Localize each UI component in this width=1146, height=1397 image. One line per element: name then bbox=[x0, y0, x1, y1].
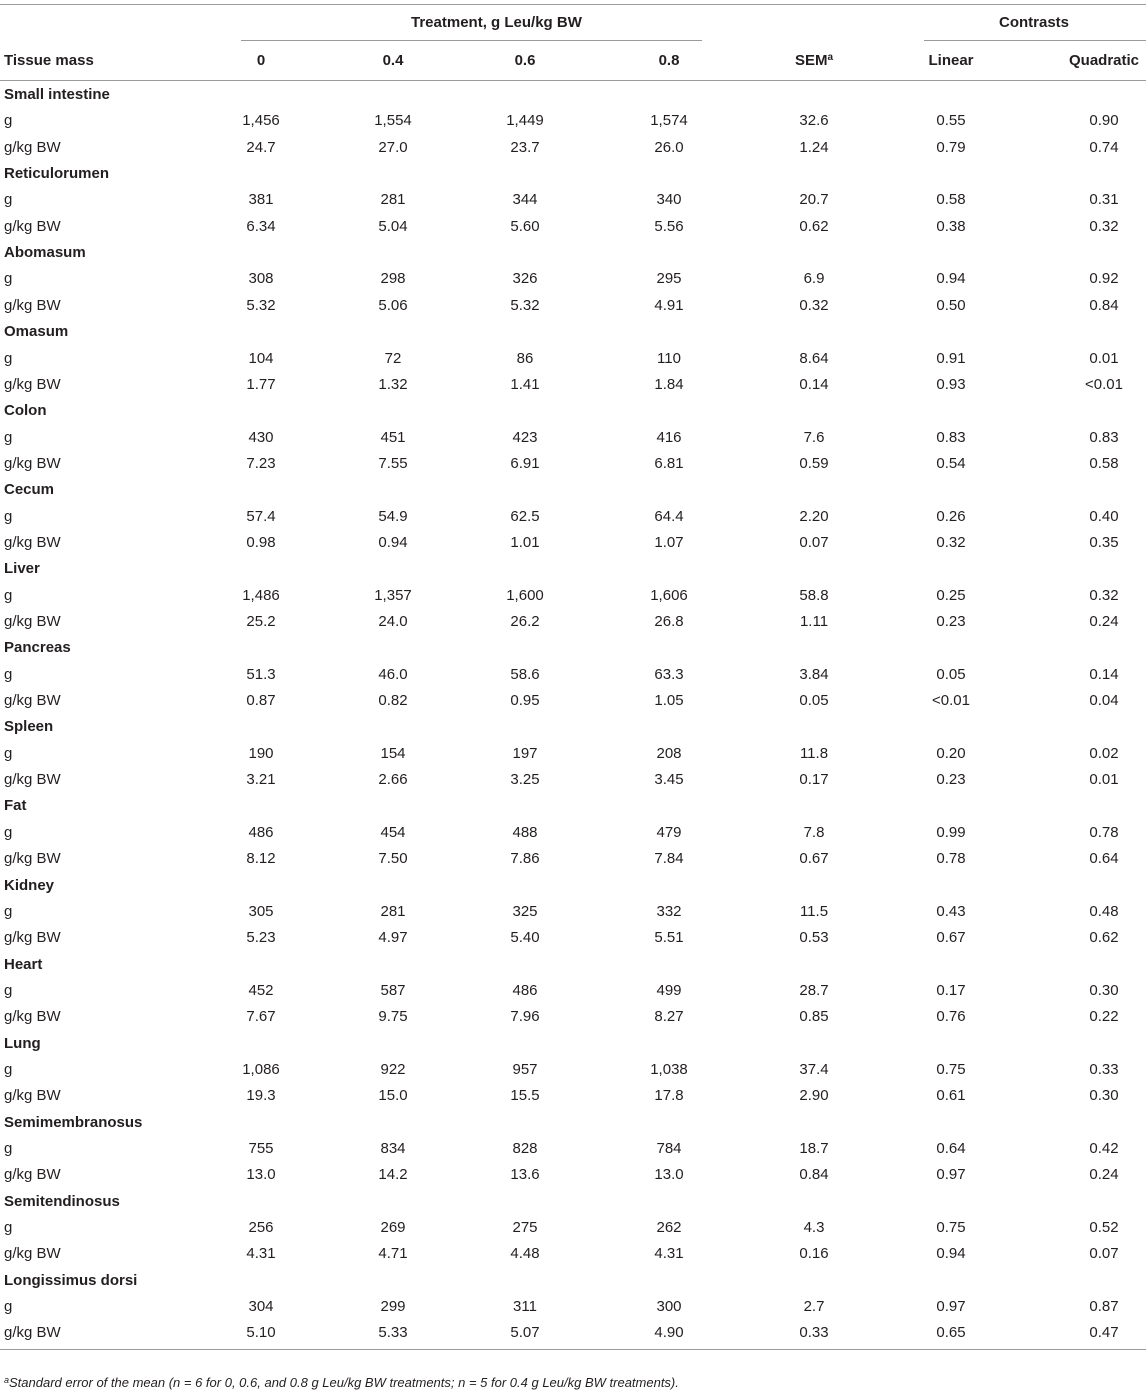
treatment-value: 1,449 bbox=[506, 112, 544, 130]
treatment-value: 24.0 bbox=[378, 613, 408, 630]
treatment-value: 755 bbox=[248, 1140, 274, 1157]
treatment-value: 3.45 bbox=[654, 771, 684, 789]
row-label: g bbox=[4, 823, 13, 841]
linear-p-value: 0.97 bbox=[936, 1298, 966, 1316]
treatment-value: 340 bbox=[656, 191, 682, 209]
linear-p-value: 0.20 bbox=[936, 744, 966, 762]
linear-p-value: 0.67 bbox=[936, 929, 966, 947]
linear-p-value: 0.54 bbox=[936, 454, 966, 472]
treatment-value: 479 bbox=[656, 823, 682, 841]
quadratic-p-value: 0.42 bbox=[1089, 1140, 1119, 1157]
section-label: Pancreas bbox=[4, 639, 71, 657]
treatment-value: 13.0 bbox=[246, 1166, 276, 1184]
treatment-header-2: 0.6 bbox=[514, 52, 536, 69]
sem-value: 2.90 bbox=[799, 1087, 829, 1105]
sem-value: 0.16 bbox=[799, 1245, 829, 1263]
treatment-value: 4.31 bbox=[246, 1245, 276, 1263]
treatment-value: 5.04 bbox=[378, 217, 408, 235]
treatment-value: 110 bbox=[657, 349, 681, 367]
section-label: Reticulorumen bbox=[4, 165, 110, 183]
sem-value: 0.62 bbox=[799, 217, 829, 235]
treatment-value: 1.77 bbox=[246, 375, 276, 393]
treatment-value: 452 bbox=[248, 981, 274, 999]
row-label: g/kg BW bbox=[4, 692, 61, 710]
quadratic-p-value: 0.84 bbox=[1089, 296, 1119, 314]
sem-value: 11.8 bbox=[799, 744, 829, 762]
treatment-value: 7.84 bbox=[654, 850, 684, 868]
linear-p-value: 0.64 bbox=[936, 1140, 966, 1157]
linear-p-value: 0.99 bbox=[936, 823, 966, 841]
linear-p-value: 0.94 bbox=[936, 1245, 966, 1263]
row-label: g/kg BW bbox=[4, 850, 61, 868]
linear-p-value: 0.26 bbox=[936, 507, 966, 525]
sem-value: 37.4 bbox=[799, 1060, 829, 1078]
sem-value: 0.14 bbox=[799, 375, 829, 393]
treatment-header-3: 0.8 bbox=[658, 52, 680, 69]
quadratic-p-value: 0.07 bbox=[1089, 1245, 1119, 1263]
row-label: g/kg BW bbox=[4, 296, 61, 314]
linear-p-value: 0.05 bbox=[936, 665, 966, 683]
row-label: g/kg BW bbox=[4, 929, 61, 947]
section-label: Omasum bbox=[4, 323, 69, 341]
quadratic-header: Quadratic bbox=[1068, 52, 1140, 69]
quadratic-p-value: 0.92 bbox=[1089, 270, 1119, 288]
treatment-value: 4.48 bbox=[510, 1245, 540, 1263]
footnote-text: Standard error of the mean (n = 6 for 0, 0.6, and 0.8 g Leu/kg BW treatments; n = 5 for 0.4 g Leu/kg BW treatments). bbox=[9, 1375, 679, 1390]
treatment-value: 14.2 bbox=[378, 1166, 408, 1184]
row-label: g bbox=[4, 1219, 13, 1237]
sem-superscript: a bbox=[827, 52, 834, 63]
treatment-value: 486 bbox=[512, 981, 538, 999]
treatment-value: 295 bbox=[656, 270, 682, 288]
treatment-value: 197 bbox=[512, 744, 538, 762]
quadratic-p-value: 0.48 bbox=[1089, 902, 1119, 920]
treatment-value: 190 bbox=[248, 744, 274, 762]
linear-p-value: 0.93 bbox=[936, 375, 966, 393]
section-label: Small intestine bbox=[4, 86, 110, 103]
quadratic-p-value: 0.33 bbox=[1089, 1060, 1119, 1078]
row-label: g/kg BW bbox=[4, 138, 61, 156]
sem-value: 58.8 bbox=[799, 586, 829, 604]
treatment-value: 1,486 bbox=[242, 586, 280, 604]
treatment-value: 1.84 bbox=[654, 375, 684, 393]
quadratic-p-value: 0.62 bbox=[1089, 929, 1119, 947]
treatment-value: 46.0 bbox=[378, 665, 408, 683]
treatment-value: 262 bbox=[656, 1219, 682, 1237]
linear-p-value: 0.79 bbox=[936, 138, 966, 156]
row-label: g/kg BW bbox=[4, 533, 61, 551]
row-label: g/kg BW bbox=[4, 1008, 61, 1026]
treatment-value: 54.9 bbox=[378, 507, 408, 525]
treatment-value: 25.2 bbox=[246, 613, 276, 630]
sem-value: 0.53 bbox=[799, 929, 829, 947]
treatment-value: 332 bbox=[656, 902, 682, 920]
treatment-value: 1.01 bbox=[510, 533, 540, 551]
treatment-value: 300 bbox=[656, 1298, 682, 1316]
treatment-value: 15.5 bbox=[510, 1087, 540, 1105]
section-label: Longissimus dorsi bbox=[4, 1271, 138, 1289]
treatment-value: 104 bbox=[248, 349, 274, 367]
linear-p-value: 0.78 bbox=[936, 850, 966, 868]
treatment-value: 7.55 bbox=[378, 454, 408, 472]
sem-value: 20.7 bbox=[799, 191, 829, 209]
treatment-value: 454 bbox=[380, 823, 406, 841]
row-label: g/kg BW bbox=[4, 217, 61, 235]
quadratic-p-value: 0.04 bbox=[1089, 692, 1119, 710]
quadratic-p-value: 0.31 bbox=[1089, 191, 1119, 209]
table-bottom-rule bbox=[0, 1349, 1146, 1350]
treatment-value: 0.98 bbox=[246, 533, 276, 551]
linear-p-value: 0.32 bbox=[936, 533, 966, 551]
treatment-value: 1,086 bbox=[242, 1060, 280, 1078]
row-label: g bbox=[4, 270, 13, 288]
linear-p-value: 0.25 bbox=[936, 586, 966, 604]
treatment-value: 5.51 bbox=[654, 929, 684, 947]
treatment-value: 325 bbox=[512, 902, 538, 920]
linear-p-value: 0.75 bbox=[936, 1060, 966, 1078]
treatment-value: 5.60 bbox=[510, 217, 540, 235]
section-label: Abomasum bbox=[4, 244, 86, 262]
treatment-value: 24.7 bbox=[246, 138, 276, 156]
treatment-value: 5.10 bbox=[246, 1324, 276, 1342]
treatment-value: 5.56 bbox=[654, 217, 684, 235]
treatment-value: 7.67 bbox=[246, 1008, 276, 1026]
row-label: g bbox=[4, 1140, 13, 1157]
contrasts-group-header: Contrasts bbox=[998, 14, 1069, 31]
quadratic-p-value: 0.78 bbox=[1089, 823, 1119, 841]
sem-value: 0.67 bbox=[799, 850, 829, 868]
linear-p-value: 0.58 bbox=[936, 191, 966, 209]
treatment-value: 26.8 bbox=[654, 613, 684, 630]
sem-value: 7.6 bbox=[803, 428, 825, 446]
sem-value: 8.64 bbox=[799, 349, 829, 367]
sem-value: 0.59 bbox=[799, 454, 829, 472]
treatment-value: 9.75 bbox=[378, 1008, 408, 1026]
quadratic-p-value: 0.35 bbox=[1089, 533, 1119, 551]
tissue-mass-table bbox=[0, 4, 1146, 1369]
sem-value: 18.7 bbox=[799, 1140, 829, 1157]
row-label: g bbox=[4, 981, 13, 999]
quadratic-p-value: 0.32 bbox=[1089, 586, 1119, 604]
treatment-value: 0.95 bbox=[510, 692, 540, 710]
treatment-value: 269 bbox=[380, 1219, 406, 1237]
treatment-value: 305 bbox=[248, 902, 274, 920]
treatment-value: 4.31 bbox=[654, 1245, 684, 1263]
treatment-value: 834 bbox=[380, 1140, 406, 1157]
row-label: g/kg BW bbox=[4, 1324, 61, 1342]
linear-p-value: 0.23 bbox=[936, 613, 966, 630]
quadratic-p-value: 0.40 bbox=[1089, 507, 1119, 525]
treatment-value: 1.07 bbox=[654, 533, 684, 551]
sem-value: 0.84 bbox=[799, 1166, 829, 1184]
sem-value: 1.11 bbox=[799, 613, 829, 630]
sem-value: 0.33 bbox=[799, 1324, 829, 1342]
treatment-value: 13.6 bbox=[510, 1166, 540, 1184]
linear-p-value: 0.83 bbox=[936, 428, 966, 446]
linear-p-value: <0.01 bbox=[932, 692, 970, 710]
treatment-value: 5.33 bbox=[378, 1324, 408, 1342]
treatment-value: 0.87 bbox=[246, 692, 276, 710]
treatment-value: 1,038 bbox=[650, 1060, 688, 1078]
footnote-marker: a bbox=[4, 1375, 10, 1385]
sem-value: 0.32 bbox=[799, 296, 829, 314]
section-label: Liver bbox=[4, 560, 40, 578]
linear-p-value: 0.97 bbox=[936, 1166, 966, 1184]
row-label: g bbox=[4, 112, 13, 130]
linear-p-value: 0.23 bbox=[936, 771, 966, 789]
treatment-value: 957 bbox=[512, 1060, 538, 1078]
treatment-value: 58.6 bbox=[510, 665, 540, 683]
treatment-value: 1,357 bbox=[374, 586, 412, 604]
treatment-value: 5.32 bbox=[510, 296, 540, 314]
linear-p-value: 0.38 bbox=[936, 217, 966, 235]
linear-p-value: 0.17 bbox=[936, 981, 966, 999]
treatment-value: 4.97 bbox=[378, 929, 408, 947]
treatment-value: 256 bbox=[248, 1219, 274, 1237]
row-label: g bbox=[4, 1298, 13, 1316]
section-label: Semitendinosus bbox=[4, 1192, 120, 1210]
section-label: Spleen bbox=[4, 718, 54, 736]
quadratic-p-value: 0.01 bbox=[1089, 771, 1119, 789]
treatment-value: 7.50 bbox=[378, 850, 408, 868]
treatment-value: 4.90 bbox=[654, 1324, 684, 1342]
linear-p-value: 0.76 bbox=[936, 1008, 966, 1026]
quadratic-p-value: 0.24 bbox=[1089, 613, 1119, 630]
contrasts-group-rule bbox=[924, 40, 1146, 41]
treatment-value: 344 bbox=[512, 191, 538, 209]
sem-header: SEM$^a$ bbox=[794, 52, 834, 69]
treatment-value: 281 bbox=[380, 191, 406, 209]
treatment-value: 1,606 bbox=[650, 586, 688, 604]
linear-p-value: 0.75 bbox=[936, 1219, 966, 1237]
treatment-value: 1.32 bbox=[378, 375, 408, 393]
quadratic-p-value: 0.47 bbox=[1089, 1324, 1119, 1342]
row-label: g bbox=[4, 744, 13, 762]
row-label: g bbox=[4, 1060, 13, 1078]
quadratic-p-value: 0.90 bbox=[1089, 112, 1119, 130]
treatment-value: 5.40 bbox=[510, 929, 540, 947]
sem-value: 7.8 bbox=[803, 823, 825, 841]
treatment-value: 381 bbox=[248, 191, 274, 209]
treatment-value: 308 bbox=[248, 270, 274, 288]
table-footnote bbox=[4, 1375, 679, 1390]
quadratic-p-value: 0.01 bbox=[1089, 349, 1119, 367]
treatment-value: 8.12 bbox=[246, 850, 276, 868]
treatment-group-header: Treatment, g Leu/kg BW bbox=[411, 14, 582, 31]
quadratic-p-value: 0.30 bbox=[1089, 981, 1119, 999]
sem-value: 2.7 bbox=[803, 1298, 825, 1316]
section-label: Lung bbox=[4, 1034, 41, 1052]
treatment-value: 4.91 bbox=[654, 296, 684, 314]
quadratic-p-value: 0.83 bbox=[1089, 428, 1119, 446]
treatment-value: 64.4 bbox=[654, 507, 684, 525]
treatment-value: 19.3 bbox=[246, 1087, 276, 1105]
linear-header: Linear bbox=[928, 52, 974, 69]
linear-p-value: 0.94 bbox=[936, 270, 966, 288]
sem-value: 28.7 bbox=[799, 981, 829, 999]
treatment-value: 26.2 bbox=[510, 613, 540, 630]
sem-value: 0.07 bbox=[799, 533, 829, 551]
quadratic-p-value: 0.14 bbox=[1089, 665, 1119, 683]
sem-value: 0.17 bbox=[799, 771, 829, 789]
treatment-value: 488 bbox=[512, 823, 538, 841]
sem-value: 1.24 bbox=[799, 138, 829, 156]
treatment-value: 7.96 bbox=[510, 1008, 540, 1026]
quadratic-p-value: 0.52 bbox=[1089, 1219, 1119, 1237]
treatment-value: 5.23 bbox=[246, 929, 276, 947]
quadratic-p-value: 0.02 bbox=[1089, 744, 1119, 762]
row-label: g bbox=[4, 428, 13, 446]
treatment-value: 281 bbox=[380, 902, 406, 920]
treatment-group-rule bbox=[241, 40, 702, 41]
treatment-header-0: 0 bbox=[256, 52, 266, 69]
treatment-value: 154 bbox=[380, 744, 406, 762]
treatment-value: 208 bbox=[656, 744, 682, 762]
quadratic-p-value: 0.32 bbox=[1089, 217, 1119, 235]
section-label: Semimembranosus bbox=[4, 1113, 143, 1131]
sem-value: 3.84 bbox=[799, 665, 829, 683]
treatment-value: 0.82 bbox=[378, 692, 408, 710]
row-label: g bbox=[4, 902, 13, 920]
treatment-value: 3.25 bbox=[510, 771, 540, 789]
treatment-value: 784 bbox=[656, 1140, 682, 1157]
quadratic-p-value: 0.30 bbox=[1089, 1087, 1119, 1105]
linear-p-value: 0.43 bbox=[936, 902, 966, 920]
sem-value: 0.85 bbox=[799, 1008, 829, 1026]
treatment-value: 5.06 bbox=[378, 296, 408, 314]
treatment-value: 23.7 bbox=[510, 138, 540, 156]
treatment-value: 17.8 bbox=[654, 1087, 684, 1105]
header-bottom-rule bbox=[0, 80, 1146, 81]
treatment-value: 1.41 bbox=[510, 375, 540, 393]
treatment-value: 3.21 bbox=[246, 771, 276, 789]
treatment-value: 15.0 bbox=[378, 1087, 408, 1105]
linear-p-value: 0.65 bbox=[936, 1324, 966, 1342]
treatment-value: 275 bbox=[512, 1219, 538, 1237]
treatment-value: 1,554 bbox=[374, 112, 412, 130]
treatment-value: 304 bbox=[248, 1298, 274, 1316]
sem-value: 32.6 bbox=[799, 112, 829, 130]
row-label: g/kg BW bbox=[4, 375, 61, 393]
quadratic-p-value: 0.24 bbox=[1089, 1166, 1119, 1184]
treatment-value: 4.71 bbox=[378, 1245, 408, 1263]
section-label: Fat bbox=[4, 797, 27, 815]
section-label: Kidney bbox=[4, 876, 55, 894]
sem-value: 0.05 bbox=[799, 692, 829, 710]
linear-p-value: 0.61 bbox=[936, 1087, 966, 1105]
row-label: g bbox=[4, 586, 13, 604]
row-label: g bbox=[4, 507, 13, 525]
treatment-value: 7.86 bbox=[510, 850, 540, 868]
row-label: g/kg BW bbox=[4, 1245, 61, 1263]
section-label: Cecum bbox=[4, 481, 55, 499]
sem-value: 6.9 bbox=[803, 270, 825, 288]
treatment-value: 1,600 bbox=[506, 586, 544, 604]
treatment-value: 423 bbox=[512, 428, 538, 446]
row-label: g/kg BW bbox=[4, 454, 61, 472]
treatment-value: 311 bbox=[513, 1298, 537, 1316]
treatment-value: 26.0 bbox=[654, 138, 684, 156]
treatment-value: 6.91 bbox=[510, 454, 540, 472]
treatment-value: 72 bbox=[384, 349, 402, 367]
quadratic-p-value: 0.58 bbox=[1089, 454, 1119, 472]
quadratic-p-value: 0.74 bbox=[1089, 138, 1119, 156]
treatment-value: 499 bbox=[656, 981, 682, 999]
row-label: g/kg BW bbox=[4, 613, 61, 630]
treatment-value: 299 bbox=[380, 1298, 406, 1316]
treatment-value: 8.27 bbox=[654, 1008, 684, 1026]
section-label: Heart bbox=[4, 955, 43, 973]
row-label: g/kg BW bbox=[4, 1087, 61, 1105]
treatment-value: 1,456 bbox=[242, 112, 280, 130]
treatment-value: 430 bbox=[248, 428, 274, 446]
treatment-value: 57.4 bbox=[246, 507, 276, 525]
treatment-value: 486 bbox=[248, 823, 274, 841]
treatment-value: 6.34 bbox=[246, 217, 276, 235]
treatment-value: 51.3 bbox=[246, 665, 276, 683]
linear-p-value: 0.50 bbox=[936, 296, 966, 314]
treatment-value: 326 bbox=[512, 270, 538, 288]
treatment-value: 587 bbox=[380, 981, 406, 999]
treatment-value: 27.0 bbox=[378, 138, 408, 156]
treatment-value: 416 bbox=[656, 428, 682, 446]
treatment-value: 2.66 bbox=[378, 771, 408, 789]
sem-value: 11.5 bbox=[799, 902, 829, 920]
row-label: g/kg BW bbox=[4, 1166, 61, 1184]
section-label: Colon bbox=[4, 402, 47, 420]
treatment-value: 0.94 bbox=[378, 533, 408, 551]
treatment-value: 1.05 bbox=[654, 692, 684, 710]
sem-value: 4.3 bbox=[803, 1219, 825, 1237]
row-label: g bbox=[4, 191, 13, 209]
linear-p-value: 0.55 bbox=[936, 112, 966, 130]
treatment-value: 6.81 bbox=[654, 454, 684, 472]
stub-header: Tissue mass bbox=[4, 52, 94, 69]
linear-p-value: 0.91 bbox=[936, 349, 966, 367]
treatment-value: 86 bbox=[516, 349, 534, 367]
treatment-value: 5.07 bbox=[510, 1324, 540, 1342]
sem-value: 2.20 bbox=[799, 507, 829, 525]
treatment-value: 7.23 bbox=[246, 454, 276, 472]
treatment-value: 298 bbox=[380, 270, 406, 288]
treatment-value: 451 bbox=[380, 428, 406, 446]
quadratic-p-value: 0.64 bbox=[1089, 850, 1119, 868]
treatment-header-1: 0.4 bbox=[382, 52, 404, 69]
row-label: g bbox=[4, 349, 13, 367]
treatment-value: 63.3 bbox=[654, 665, 684, 683]
treatment-value: 13.0 bbox=[654, 1166, 684, 1184]
quadratic-p-value: 0.87 bbox=[1089, 1298, 1119, 1316]
treatment-value: 1,574 bbox=[650, 112, 688, 130]
treatment-value: 828 bbox=[512, 1140, 538, 1157]
row-label: g bbox=[4, 665, 13, 683]
row-label: g/kg BW bbox=[4, 771, 61, 789]
treatment-value: 5.32 bbox=[246, 296, 276, 314]
treatment-value: 922 bbox=[380, 1060, 406, 1078]
treatment-value: 62.5 bbox=[510, 507, 540, 525]
quadratic-p-value: 0.22 bbox=[1089, 1008, 1119, 1026]
quadratic-p-value: <0.01 bbox=[1085, 375, 1123, 393]
